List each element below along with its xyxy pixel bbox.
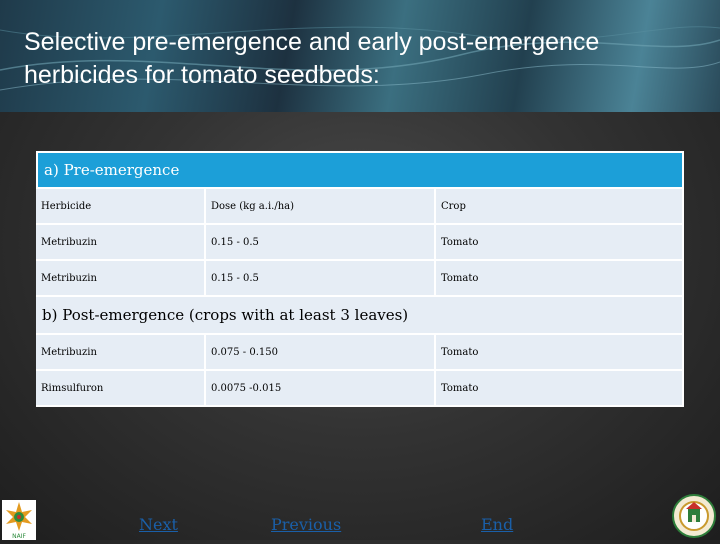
cell-herbicide: Metribuzin bbox=[36, 261, 206, 297]
cell-herbicide: Metribuzin bbox=[36, 225, 206, 261]
col-dose: Dose (kg a.i./ha) bbox=[206, 189, 436, 225]
end-link[interactable]: End bbox=[481, 515, 514, 534]
col-herbicide: Herbicide bbox=[36, 189, 206, 225]
table-row bbox=[36, 261, 684, 297]
naif-logo-text: NAIF bbox=[12, 533, 26, 540]
herbicide-table bbox=[36, 151, 684, 407]
cell-dose: 0.15 - 0.5 bbox=[206, 225, 436, 261]
col-crop: Crop bbox=[436, 189, 684, 225]
post-emergence-header: b) Post-emergence (crops with at least 3 leaves) bbox=[36, 297, 684, 335]
cell-dose: 0.0075 -0.015 bbox=[206, 371, 436, 407]
cell-crop: Tomato bbox=[436, 371, 684, 407]
naif-logo-icon bbox=[2, 500, 36, 540]
cell-crop: Tomato bbox=[436, 261, 684, 297]
emblem-icon bbox=[672, 494, 716, 538]
next-link[interactable]: Next bbox=[139, 515, 178, 534]
emblem-logo bbox=[672, 494, 716, 542]
column-header-row bbox=[36, 189, 684, 225]
cell-crop: Tomato bbox=[436, 335, 684, 371]
previous-link[interactable]: Previous bbox=[271, 515, 342, 534]
naif-logo bbox=[2, 500, 36, 544]
cell-herbicide: Metribuzin bbox=[36, 335, 206, 371]
cell-herbicide: Rimsulfuron bbox=[36, 371, 206, 407]
table-row bbox=[36, 371, 684, 407]
slide-title: Selective pre-emergence and early post-emergence herbicides for tomato seedbeds: bbox=[24, 28, 600, 89]
cell-crop: Tomato bbox=[436, 225, 684, 261]
cell-dose: 0.15 - 0.5 bbox=[206, 261, 436, 297]
pre-emergence-header-row bbox=[36, 151, 684, 189]
post-emergence-header-row bbox=[36, 297, 684, 335]
table-row bbox=[36, 225, 684, 261]
table-row bbox=[36, 335, 684, 371]
pre-emergence-header: a) Pre-emergence bbox=[36, 151, 684, 189]
cell-dose: 0.075 - 0.150 bbox=[206, 335, 436, 371]
